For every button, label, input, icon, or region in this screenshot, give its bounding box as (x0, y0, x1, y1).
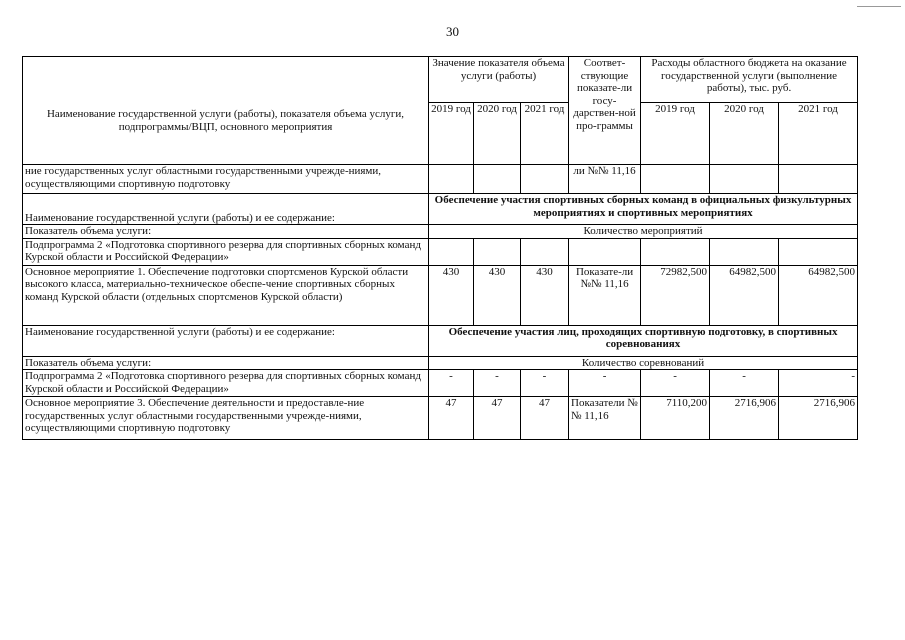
dash-cell: - (521, 370, 569, 397)
value-2019: 430 (429, 265, 474, 325)
row-name: ние государственных услуг областными государственными учрежде-ниями, осуществляющими спортивную подготовку (23, 165, 429, 194)
top-rule (857, 6, 901, 7)
dash-cell: - (569, 370, 641, 397)
row-name: Подпрограмма 2 «Подготовка спортивного резерва для спортивных сборных команд Курской области и Российской Федерации» (23, 238, 429, 265)
header-year-2019: 2019 год (429, 103, 474, 165)
indicator-content: Количество соревнований (429, 356, 858, 370)
header-expense-2019: 2019 год (641, 103, 710, 165)
row-name: Подпрограмма 2 «Подготовка спортивного резерва для спортивных сборных команд Курской области и Российской Федерации» (23, 370, 429, 397)
table-row (23, 397, 858, 440)
header-expense-2020: 2020 год (710, 103, 779, 165)
services-table (22, 56, 858, 440)
expense-2019: 72982,500 (641, 265, 710, 325)
dash-cell: - (641, 370, 710, 397)
header-name-col: Наименование государственной услуги (работы), показателя объема услуги, подпрограммы/ВЦП, основного мероприятия (23, 57, 429, 165)
expense-2021: 2716,906 (779, 397, 858, 440)
expense-2021: 64982,500 (779, 265, 858, 325)
table-row (23, 265, 858, 325)
value-2020: 47 (474, 397, 521, 440)
row-name: Основное мероприятие 3. Обеспечение деятельности и предоставле-ние государственных услуг областными государственными учрежде-ниями, осуществляющими спортивную подготовку (23, 397, 429, 440)
value-2021: 430 (521, 265, 569, 325)
row-name: Наименование государственной услуги (работы) и ее содержание: (23, 194, 429, 225)
service-content: Обеспечение участия лиц, проходящих спортивную подготовку, в спортивных соревнованиях (429, 325, 858, 356)
dash-cell: - (429, 370, 474, 397)
row-name: Основное мероприятие 1. Обеспечение подготовки спортсменов Курской области высокого класса, материально-техническое обеспе-чение спортивных сборных команд Курской области (отдельных спортсменов Курской области) (23, 265, 429, 325)
header-row-1 (23, 57, 858, 103)
expense-2019: 7110,200 (641, 397, 710, 440)
table-row (23, 370, 858, 397)
table-row (23, 356, 858, 370)
header-correspond: Соответ-ствующие показате-ли госу-дарствен-ной про-граммы (569, 57, 641, 165)
table-row (23, 165, 858, 194)
value-2020: 430 (474, 265, 521, 325)
header-year-2021: 2021 год (521, 103, 569, 165)
row-correspond: Показате-ли №№ 11,16 (569, 265, 641, 325)
service-content: Обеспечение участия спортивных сборных команд в официальных физкультурных мероприятиях и спортивных мероприятиях (429, 194, 858, 225)
expense-2020: 2716,906 (710, 397, 779, 440)
header-year-2020: 2020 год (474, 103, 521, 165)
dash-cell: - (474, 370, 521, 397)
value-2021: 47 (521, 397, 569, 440)
expense-2020: 64982,500 (710, 265, 779, 325)
row-name: Показатель объема услуги: (23, 225, 429, 239)
row-name: Показатель объема услуги: (23, 356, 429, 370)
dash-cell: - (710, 370, 779, 397)
page-number: 30 (446, 24, 459, 39)
header-value-group: Значение показателя объема услуги (работы) (429, 57, 569, 103)
row-name: Наименование государственной услуги (работы) и ее содержание: (23, 325, 429, 356)
table-row (23, 325, 858, 356)
value-2019: 47 (429, 397, 474, 440)
row-correspond: Показатели №№ 11,16 (569, 397, 641, 440)
table-row (23, 238, 858, 265)
header-expense-2021: 2021 год (779, 103, 858, 165)
row-correspond: ли №№ 11,16 (569, 165, 641, 194)
indicator-content: Количество мероприятий (429, 225, 858, 239)
header-expense-group: Расходы областного бюджета на оказание государственной услуги (выполнение работы), тыс. руб. (641, 57, 858, 103)
table-row (23, 194, 858, 225)
table-row (23, 225, 858, 239)
dash-cell: - (779, 370, 858, 397)
